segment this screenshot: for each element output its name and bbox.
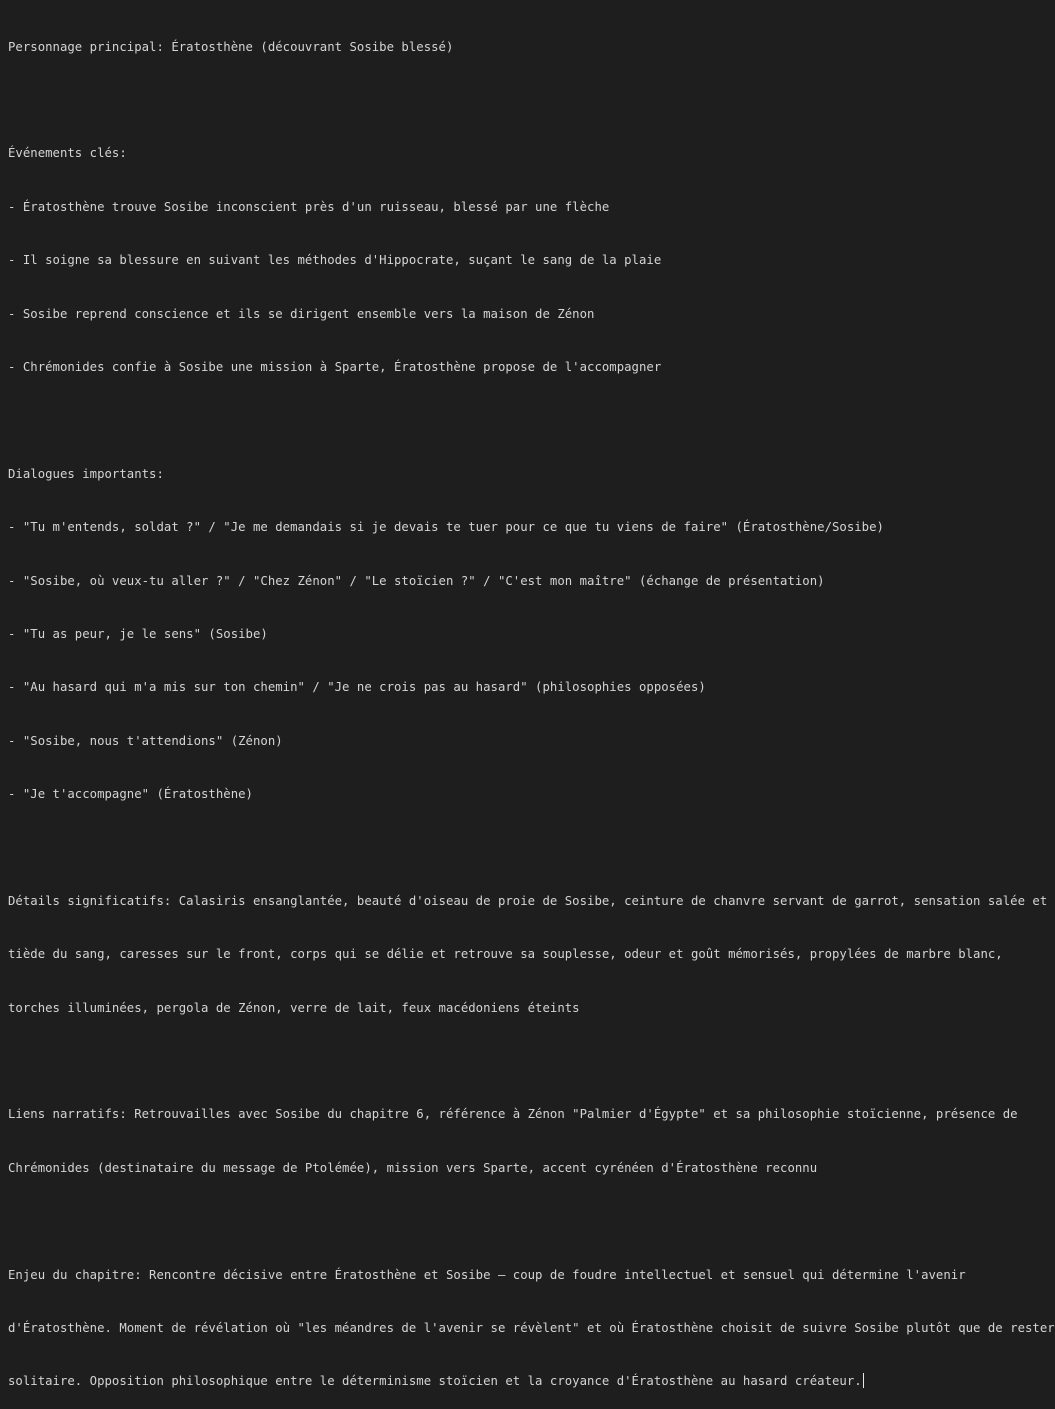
list-item: - "Tu as peur, je le sens" (Sosibe) <box>8 626 268 641</box>
blank-line <box>8 412 1016 430</box>
text-line: Personnage principal: Ératosthène (découvrant Sosibe blessé) <box>8 39 454 54</box>
list-item: - "Tu m'entends, soldat ?" / "Je me demandais si je devais te tuer pour ce que tu viens de faire" (Ératosthène/Sosibe) <box>8 520 884 535</box>
blank-line <box>8 92 1016 110</box>
section-heading: Dialogues importants: <box>8 466 164 481</box>
blank-line <box>8 839 1016 857</box>
list-item: - "Sosibe, nous t'attendions" (Zénon) <box>8 733 283 748</box>
blank-line <box>8 1213 1016 1231</box>
blank-line <box>8 1053 1016 1071</box>
last-line-text: solitaire. Opposition philosophique entre le déterminisme stoïcien et la croyance d'Ératosthène au hasard créateur. <box>8 1374 862 1389</box>
paragraph-line: torches illuminées, pergola de Zénon, verre de lait, feux macédoniens éteints <box>8 1000 580 1015</box>
list-item: - Chrémonides confie à Sosibe une mission à Sparte, Ératosthène propose de l'accompagner <box>8 359 662 374</box>
paragraph-line: tiède du sang, caresses sur le front, corps qui se délie et retrouve sa souplesse, odeur et goût mémorisés, propylées de marbre blanc, <box>8 947 1003 962</box>
paragraph-line: Liens narratifs: Retrouvailles avec Sosibe du chapitre 6, référence à Zénon "Palmier d'Égypte" et sa philosophie stoïcienne, présence de <box>8 1107 1018 1122</box>
section-heading: Événements clés: <box>8 146 127 161</box>
paragraph-line: Détails significatifs: Calasiris ensanglantée, beauté d'oiseau de proie de Sosibe, ceinture de chanvre servant de garrot, sensation salée et <box>8 893 1048 908</box>
list-item: - Il soigne sa blessure en suivant les méthodes d'Hippocrate, suçant le sang de la plaie <box>8 253 662 268</box>
list-item: - "Je t'accompagne" (Ératosthène) <box>8 787 253 802</box>
paragraph-line: d'Ératosthène. Moment de révélation où "les méandres de l'avenir se révèlent" et où Ératosthène choisit de suivre Sosibe plutôt que de rester <box>8 1320 1055 1335</box>
list-item: - Ératosthène trouve Sosibe inconscient près d'un ruisseau, blessé par une flèche <box>8 199 610 214</box>
paragraph-line: Enjeu du chapitre: Rencontre décisive entre Ératosthène et Sosibe – coup de foudre intellectuel et sensuel qui détermine l'avenir <box>8 1267 966 1282</box>
paragraph-line: Chrémonides (destinataire du message de Ptolémée), mission vers Sparte, accent cyrénéen d'Ératosthène reconnu <box>8 1160 818 1175</box>
text-cursor <box>863 1373 864 1388</box>
paragraph-line <box>8 1373 1016 1391</box>
list-item: - "Sosibe, où veux-tu aller ?" / "Chez Zénon" / "Le stoïcien ?" / "C'est mon maître" (échange de présentation) <box>8 573 825 588</box>
list-item: - "Au hasard qui m'a mis sur ton chemin" / "Je ne crois pas au hasard" (philosophies opposées) <box>8 680 706 695</box>
list-item: - Sosibe reprend conscience et ils se dirigent ensemble vers la maison de Zénon <box>8 306 595 321</box>
